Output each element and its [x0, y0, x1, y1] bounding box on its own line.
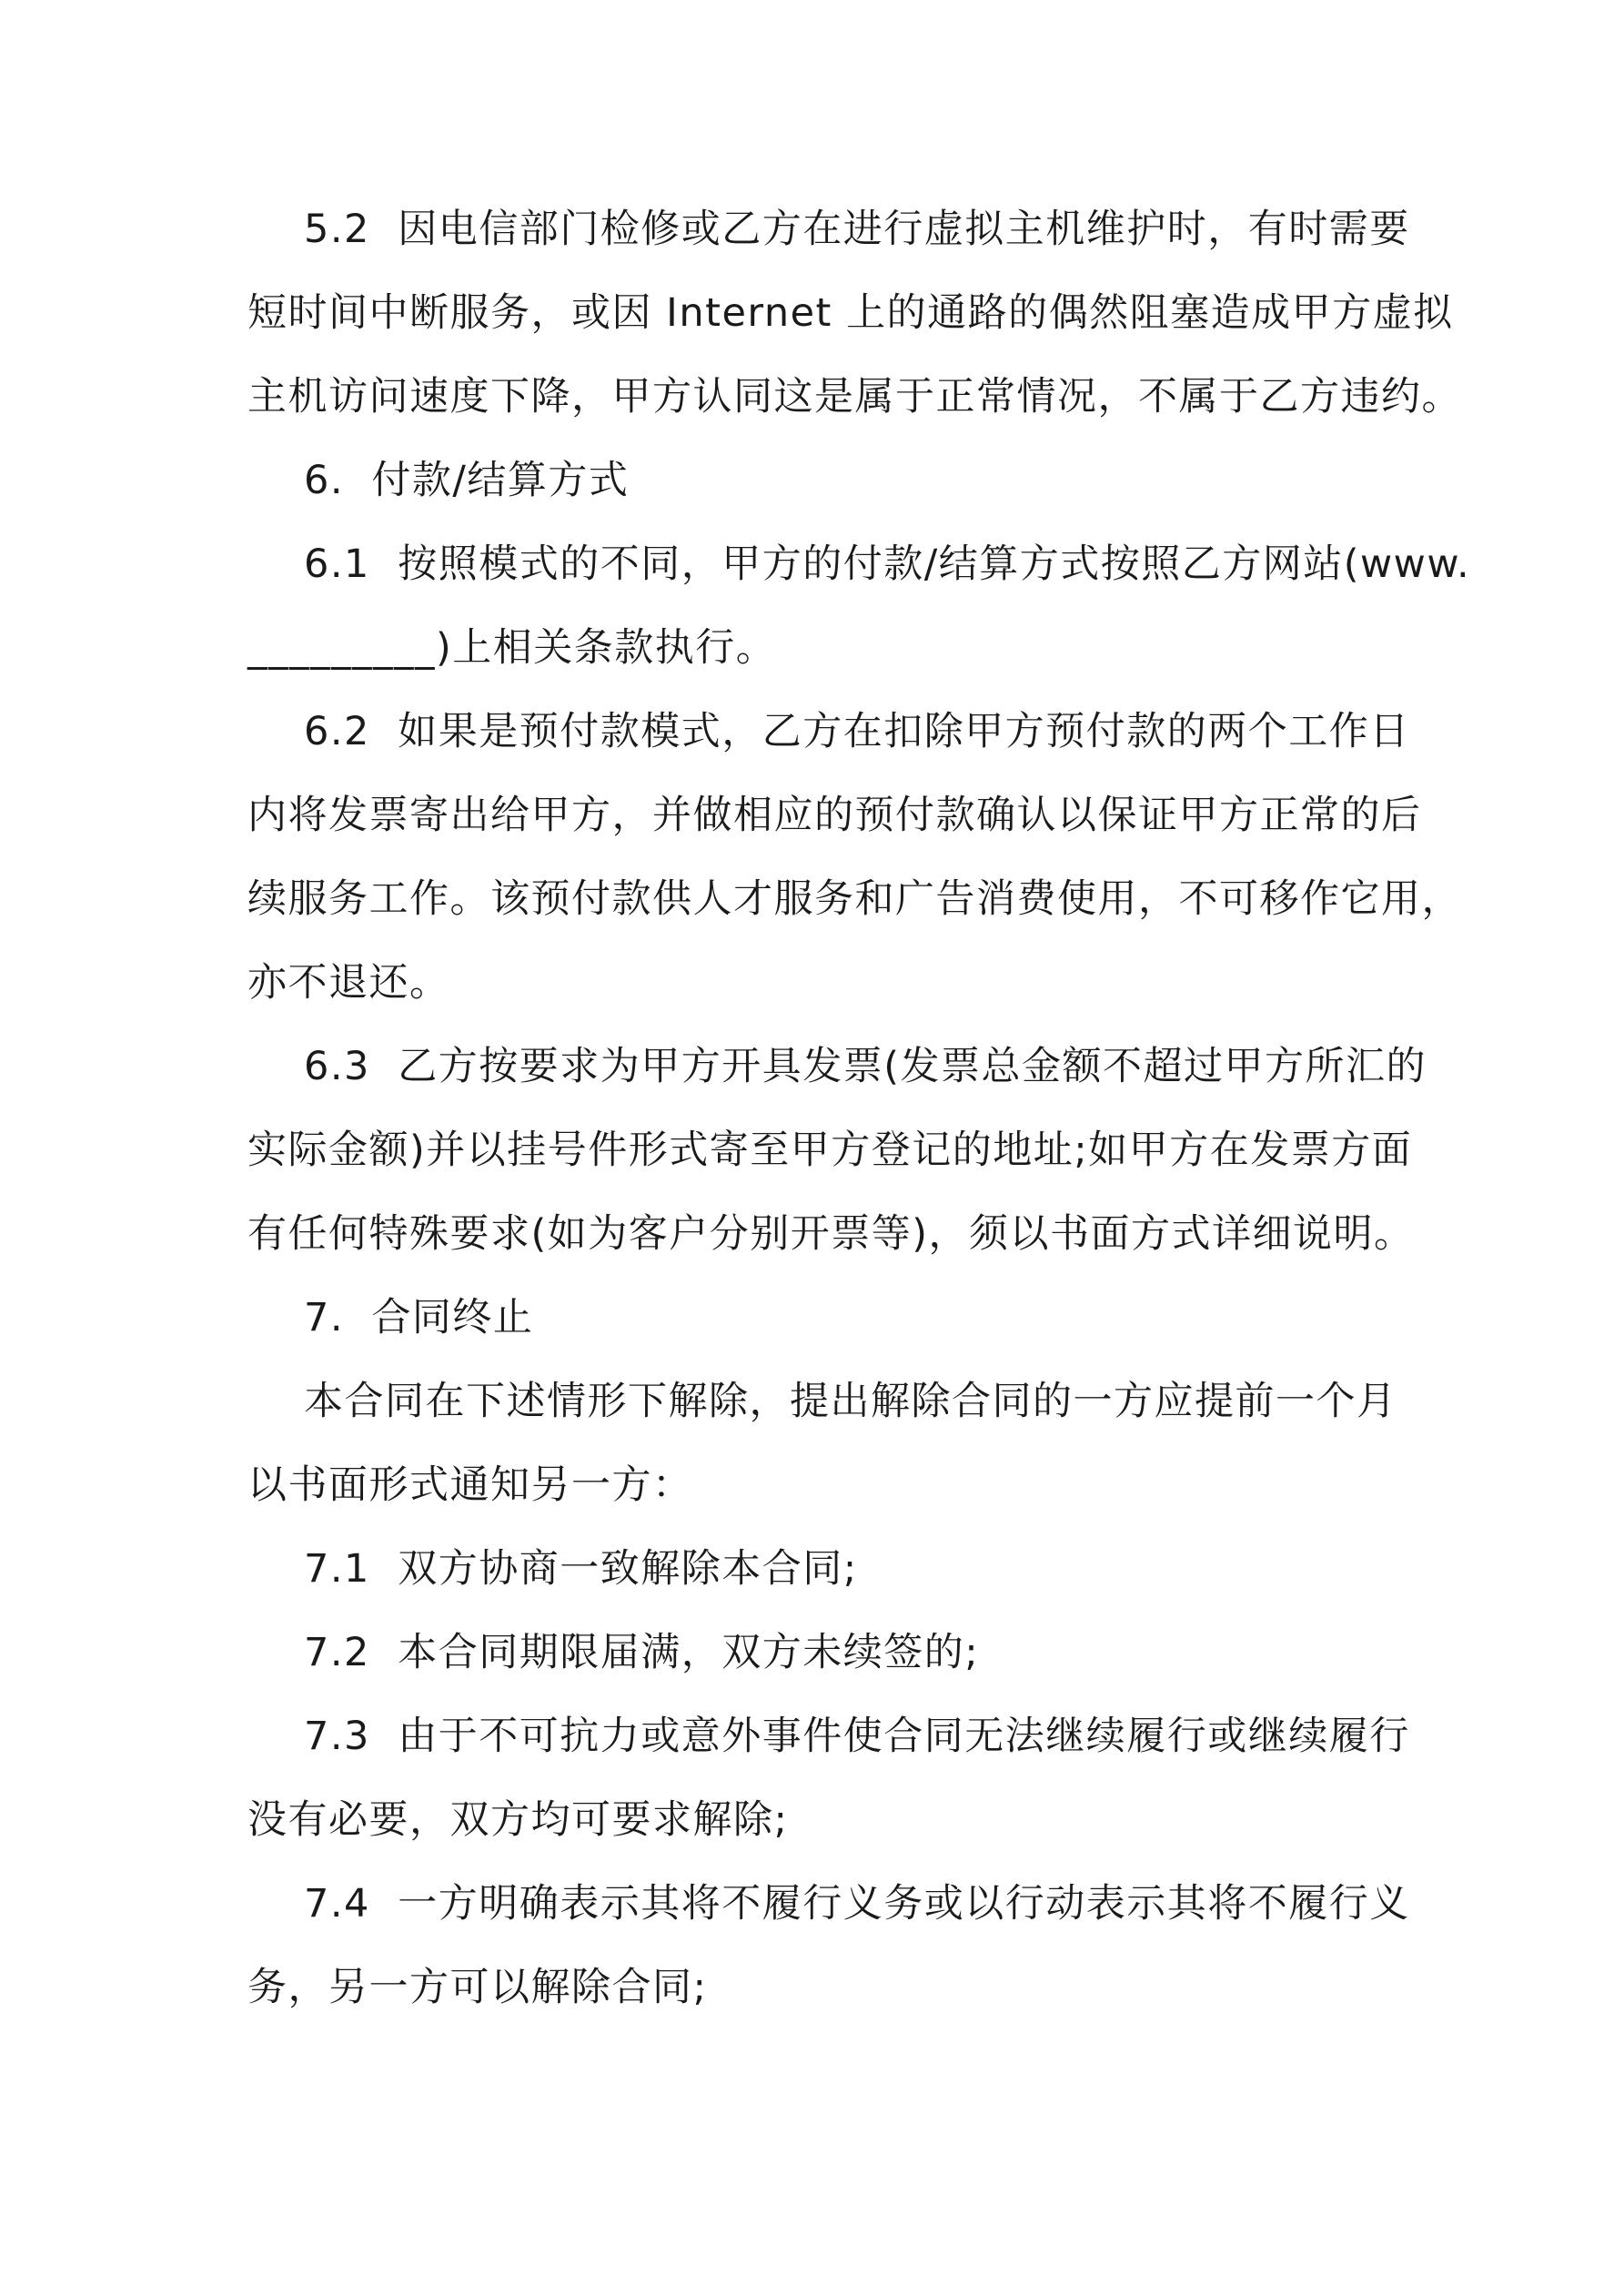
text-line: 亦不退还。 — [247, 960, 450, 1006]
text-line: 务，另一方可以解除合同; — [247, 1965, 708, 2010]
text-line: _________)上相关条款执行。 — [247, 625, 777, 671]
text-line: 6.2 如果是预付款模式，乙方在扣除甲方预付款的两个工作日 — [304, 709, 1410, 754]
text-line: 没有必要，双方均可要求解除; — [247, 1797, 789, 1843]
section-heading: 7. 合同终止 — [304, 1295, 534, 1340]
text-line: 内将发票寄出给甲方，并做相应的预付款确认以保证甲方正常的后 — [247, 793, 1422, 838]
text-line: 实际金额)并以挂号件形式寄至甲方登记的地址;如甲方在发票方面 — [247, 1128, 1413, 1173]
text-line: 有任何特殊要求(如为客户分别开票等)，须以书面方式详细说明。 — [247, 1211, 1415, 1257]
text-line: 短时间中断服务，或因 Internet 上的通路的偶然阻塞造成甲方虚拟 — [247, 290, 1454, 336]
section-heading: 6. 付款/结算方式 — [304, 458, 630, 503]
text-line: 以书面形式通知另一方： — [247, 1462, 693, 1508]
text-line: 主机访问速度下降，甲方认同这是属于正常情况，不属于乙方违约。 — [247, 374, 1462, 420]
text-line: 6.3 乙方按要求为甲方开具发票(发票总金额不超过甲方所汇的 — [304, 1044, 1427, 1089]
text-line: 6.1 按照模式的不同，甲方的付款/结算方式按照乙方网站(www. — [304, 541, 1471, 587]
text-line: 5.2 因电信部门检修或乙方在进行虚拟主机维护时，有时需要 — [304, 207, 1410, 252]
text-line: 续服务工作。该预付款供人才服务和广告消费使用，不可移作它用， — [247, 876, 1462, 922]
text-line: 7.3 由于不可抗力或意外事件使合同无法继续履行或继续履行 — [304, 1714, 1410, 1759]
text-line: 7.4 一方明确表示其将不履行义务或以行动表示其将不履行义 — [304, 1881, 1410, 1927]
text-line: 本合同在下述情形下解除，提出解除合同的一方应提前一个月 — [304, 1379, 1397, 1424]
text-line: 7.2 本合同期限届满，双方未续签的; — [304, 1630, 980, 1675]
text-line: 7.1 双方协商一致解除本合同; — [304, 1546, 858, 1592]
